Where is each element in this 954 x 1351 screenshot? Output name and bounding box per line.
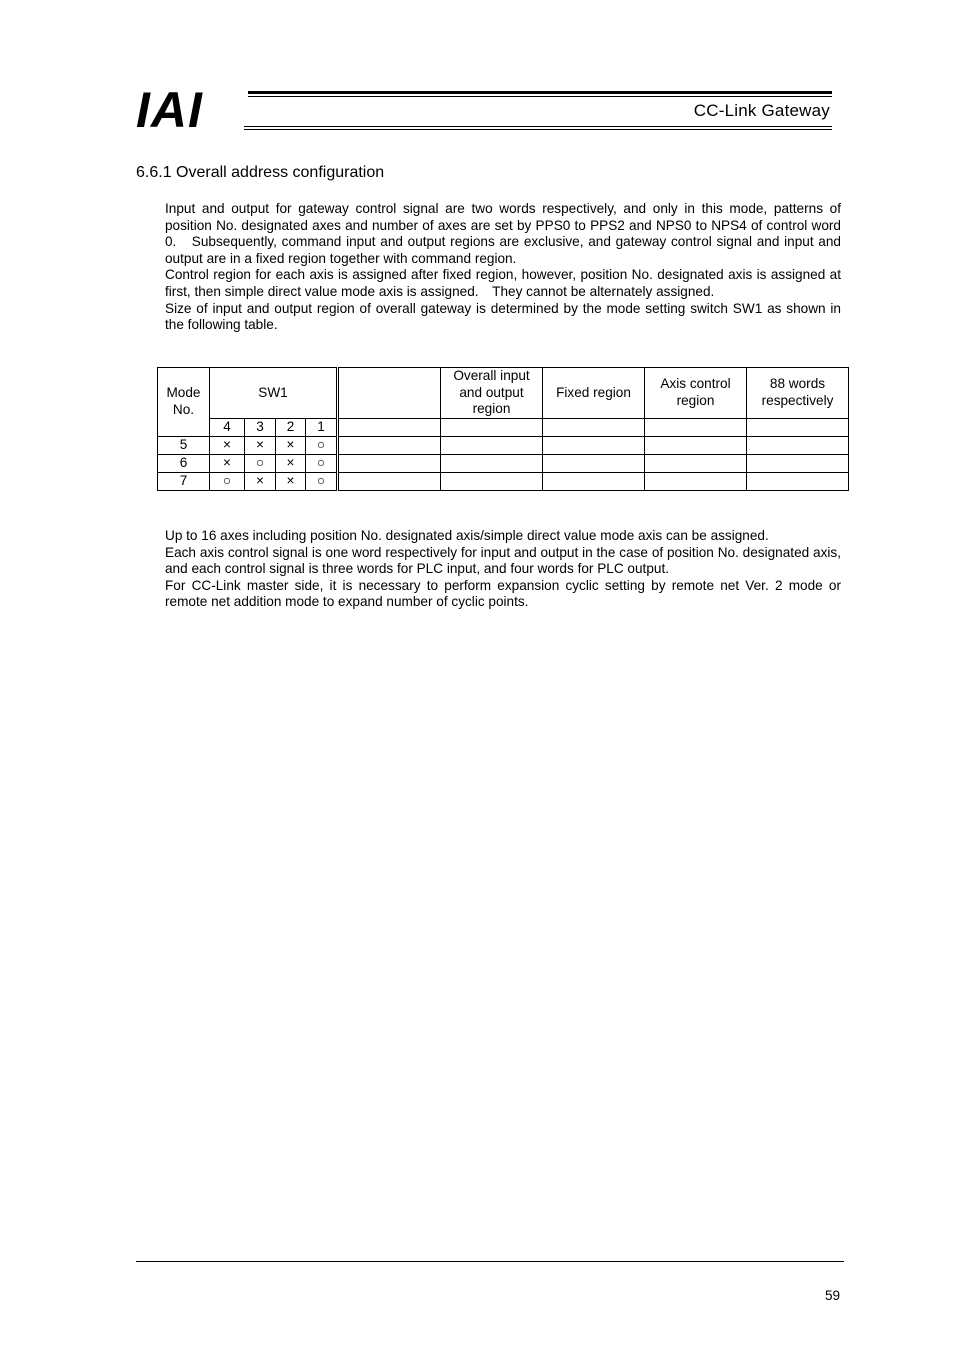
- empty-cell: [543, 436, 645, 454]
- switch-state: ○: [210, 472, 245, 490]
- section-title: 6.6.1 Overall address configuration: [136, 164, 385, 181]
- empty-cell: [338, 436, 441, 454]
- mode-number: 6: [158, 454, 210, 472]
- table-row: [158, 454, 849, 472]
- empty-cell: [338, 418, 441, 436]
- header-blank: [338, 368, 441, 419]
- switch-state: ○: [306, 454, 338, 472]
- paragraph: Control region for each axis is assigned after fixed region, however, position No. designated axis is assigned at first, then simple direct value mode axis is assigned. They cannot be alternately assigned.: [165, 267, 841, 299]
- empty-cell: [645, 436, 747, 454]
- table-header-row: [158, 368, 849, 419]
- empty-cell: [441, 472, 543, 490]
- empty-cell: [543, 472, 645, 490]
- empty-cell: [747, 418, 849, 436]
- bit-label: 4: [210, 418, 245, 436]
- paragraph: For CC-Link master side, it is necessary to perform expansion cyclic setting by remote net Ver. 2 mode or remote net addition mode to expand number of cyclic points.: [165, 577, 841, 610]
- intro-text: [165, 201, 841, 334]
- header-rule: [248, 91, 832, 94]
- header-rule: [244, 126, 832, 127]
- table-row: [158, 436, 849, 454]
- table-bit-row: [158, 418, 849, 436]
- empty-cell: [441, 436, 543, 454]
- switch-state: ×: [210, 436, 245, 454]
- bit-label: 1: [306, 418, 338, 436]
- switch-state: ×: [276, 472, 306, 490]
- table-row: [158, 472, 849, 490]
- switch-state: ×: [245, 436, 276, 454]
- switch-state: ×: [276, 436, 306, 454]
- empty-cell: [338, 472, 441, 490]
- empty-cell: [747, 436, 849, 454]
- header-sw1: SW1: [210, 368, 338, 419]
- header-overall-region: Overall input and output region: [441, 368, 543, 419]
- header-rule: [244, 129, 832, 130]
- switch-state: ○: [306, 472, 338, 490]
- empty-cell: [747, 472, 849, 490]
- header-rule: [248, 96, 832, 97]
- page-header: [136, 82, 832, 138]
- product-name: CC-Link Gateway: [693, 101, 830, 120]
- empty-cell: [543, 454, 645, 472]
- empty-cell: [543, 418, 645, 436]
- empty-cell: [747, 454, 849, 472]
- switch-state: ×: [245, 472, 276, 490]
- empty-cell: [441, 418, 543, 436]
- empty-cell: [441, 454, 543, 472]
- header-fixed-region: Fixed region: [543, 368, 645, 419]
- iai-logo: IAI: [136, 82, 203, 138]
- mode-number: 7: [158, 472, 210, 490]
- header-words: 88 words respectively: [747, 368, 849, 419]
- mode-config-table: [157, 367, 849, 491]
- paragraph: Input and output for gateway control signal are two words respectively, and only in this mode, patterns of position No. designated axes and number of axes are set by PPS0 to PPS2 and NPS0 to NPS4 of control word 0. Subsequently, command input and output regions are exclusive, and gateway control signal and input and output are in a fixed region together with command region.: [165, 201, 841, 266]
- mode-number: 5: [158, 436, 210, 454]
- bit-label: 3: [245, 418, 276, 436]
- bit-label: 2: [276, 418, 306, 436]
- empty-cell: [338, 454, 441, 472]
- switch-state: ○: [306, 436, 338, 454]
- empty-cell: [645, 454, 747, 472]
- switch-state: ×: [210, 454, 245, 472]
- header-axis-control-region: Axis control region: [645, 368, 747, 419]
- footer-rule: [136, 1261, 844, 1262]
- paragraph: Each axis control signal is one word respectively for input and output in the case of position No. designated axis, and each control signal is three words for PLC input, and four words for PLC output.: [165, 544, 841, 577]
- empty-cell: [645, 472, 747, 490]
- paragraph: Up to 16 axes including position No. designated axis/simple direct value mode axis can be assigned.: [165, 528, 769, 543]
- header-mode: Mode No.: [158, 368, 210, 437]
- switch-state: ×: [276, 454, 306, 472]
- empty-cell: [645, 418, 747, 436]
- paragraph: Size of input and output region of overall gateway is determined by the mode setting switch SW1 as shown in the following table.: [165, 300, 841, 333]
- switch-state: ○: [245, 454, 276, 472]
- page-number: 59: [825, 1288, 841, 1303]
- notes-text: [165, 528, 841, 611]
